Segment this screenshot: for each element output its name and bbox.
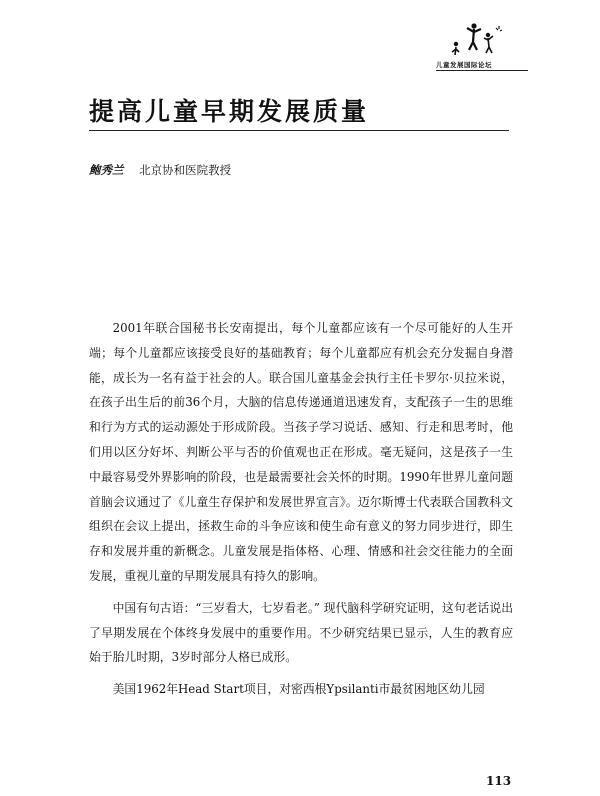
author-affiliation: 北京协和医院教授 — [139, 163, 232, 177]
logo-caption: 儿童发展国际论坛 — [436, 60, 528, 71]
body-paragraph: 2001年联合国秘书长安南提出，每个儿童都应该有一个尽可能好的人生开端；每个儿童都应该接受良好的基础教育；每个儿童都应有机会充分发掘自身潜能，成长为一名有益于社会的人。联合国儿童基金会执行主任卡罗尔·贝拉米说，在孩子出生后的前36个月，大脑的信息传递通道迅速发育，支配孩子一生的思维和行为方式的运动源处于形成阶段。当孩子学习说话、感知、行走和思考时，他们用以区分好坏、判断公平与否的价值观也正在形成。毫无疑问，这是孩子一生中最容易受外界影响的阶段，也是最需要社会关怀的时期。1990年世界儿童问题首脑会议通过了《儿童生存保护和发展世界宣言》。迈尔斯博士代表联合国教科文组织在会议上提出，拯救生命的斗争应该和使生命有意义的努力同步进行，即生存和发展并重的新概念。儿童发展是指体格、心理、情感和社会交往能力的全面发展，重视儿童的早期发展具有持久的影响。 — [89, 321, 513, 583]
author-name: 鲍秀兰 — [89, 163, 124, 177]
children-figures-icon — [444, 20, 508, 58]
forum-logo — [436, 18, 528, 76]
author-line — [89, 162, 231, 178]
body-paragraph: 中国有句古语：“三岁看大，七岁看老。” 现代脑科学研究证明，这句老话说出了早期发展在个体终身发展中的重要作用。不少研究结果已显示，人生的教育应始于胎儿时期，3岁时部分人格已成形。 — [89, 600, 513, 665]
article-body — [89, 316, 513, 702]
body-paragraph: 美国1962年Head Start项目，对密西根Ypsilanti市最贫困地区幼儿园 — [112, 682, 485, 697]
article-title: 提高儿童早期发展质量 — [89, 97, 370, 126]
title-divider — [89, 130, 509, 131]
page-number: 113 — [486, 774, 512, 788]
